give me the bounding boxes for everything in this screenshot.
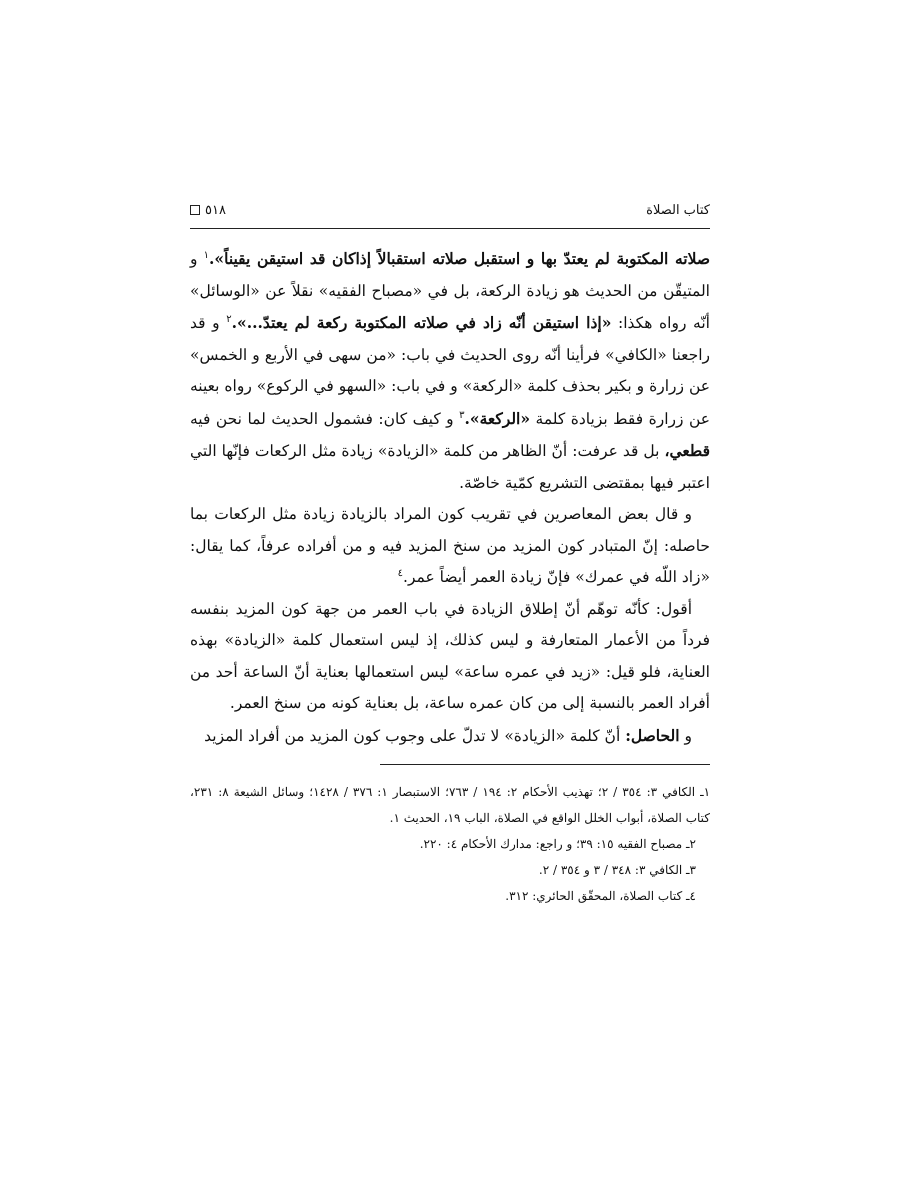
footnote-3: ٣ـ الكافي ٣: ٣٤٨ / ٣ و ٣٥٤ / ٢. [538, 863, 696, 877]
text-run: أنّ كلمة «الزيادة» لا تدلّ على وجوب كون المزيد من أفراد المزيد [204, 726, 626, 745]
page-header [190, 198, 710, 229]
text-run: و قد راجعنا «الكافي» فرأينا أنّه روى الحديث في باب: «من سهى في الأربع و الخمس» عن زرارة و بكير بحذف كلمة «الركعة» و في باب: «السهو في الركوع» رواه بعينه عن زرارة فقط بزيادة كلمة [190, 314, 710, 428]
quote-bold-2: «إذا استيقن أنّه زاد في صلاته المكتوبة ركعة لم يعتدّ...». [231, 313, 612, 332]
bold-word: الحاصل: [625, 725, 680, 745]
main-text [190, 243, 710, 752]
footnote-ref-1[interactable]: ١ [203, 249, 210, 261]
bold-word: قطعي، [664, 441, 710, 460]
page-number: ٥١٨ [205, 202, 226, 218]
paragraph-4 [190, 720, 710, 753]
footnote-4: ٤ـ كتاب الصلاة، المحقّق الحائري: ٣١٢. [505, 889, 696, 903]
page-number-group [190, 203, 226, 218]
footnote-ref-2[interactable]: ٢ [226, 313, 232, 325]
text-run: و [679, 726, 692, 745]
footnote-2: ٢ـ مصباح الفقيه ١٥: ٣٩؛ و راجع: مدارك الأحكام ٤: ٢٢٠. [419, 837, 696, 851]
paragraph-3: أقول: كأنّه توهّم أنّ إطلاق الزيادة في باب العمر من جهة كون المزيد بنفسه فرداً من الأعمار المتعارفة و ليس كذلك، إذ ليس استعمال كلمة «الزيادة» بهذه العناية، فلو قيل: «زيد في عمره ساعة» ليس استعمالها بعناية أنّ الساعة أحد من أفراد العمر بالنسبة إلى من كان عمره ساعة، بل بعناية كونه من سنخ العمر. [190, 599, 710, 712]
square-box-icon [190, 205, 200, 215]
paragraph-1 [190, 243, 710, 499]
running-title: كتاب الصلاة [646, 202, 710, 218]
quote-bold-1: صلاته المكتوبة لم يعتدّ بها و استقبل صلاته استقبالاً إذاكان قد استيقن يقيناً». [209, 249, 711, 268]
text-run: و كيف كان: فشمول الحديث لما نحن فيه [190, 409, 460, 428]
text-run: بل قد عرفت: أنّ الظاهر من كلمة «الزيادة» زيادة مثل الركعات فإنّها التي اعتبر فيها بمقتضى التشريع كمّية خاصّة. [190, 442, 710, 492]
book-page [190, 198, 710, 909]
footnote-divider [380, 764, 710, 765]
text-run: و قال بعض المعاصرين في تقريب كون المراد بالزيادة زيادة مثل الركعات بما حاصله: إنّ المتبادر كون المزيد من سنخ المزيد فيه و من أفراده عرفاً، كما يقال: «زاد اللّه في عمرك» فإنّ زيادة العمر أيضاً عمر. [190, 505, 710, 586]
quote-bold-3: «الركعة». [464, 408, 531, 428]
footnote-ref-4[interactable]: ٤ [397, 567, 404, 579]
footnote-1: ١ـ الكافي ٣: ٣٥٤ / ٢؛ تهذيب الأحكام ٢: ١٩٤ / ٧٦٣؛ الاستبصار ١: ٣٧٦ / ١٤٢٨؛ وسائل الشيعة ٨: ٢٣١، كتاب الصلاة، أبواب الخلل الواقع في الصلاة، الباب ١٩، الحديث ١. [190, 785, 711, 825]
footnote-ref-3[interactable]: ٣ [459, 409, 465, 421]
paragraph-2 [190, 499, 710, 594]
footnotes [190, 779, 710, 909]
text-run: و المتيقّن من الحديث هو زيادة الركعة، بل في «مصباح الفقيه» نقلاً عن «الوسائل» أنّه رواه هكذا: [190, 250, 710, 332]
